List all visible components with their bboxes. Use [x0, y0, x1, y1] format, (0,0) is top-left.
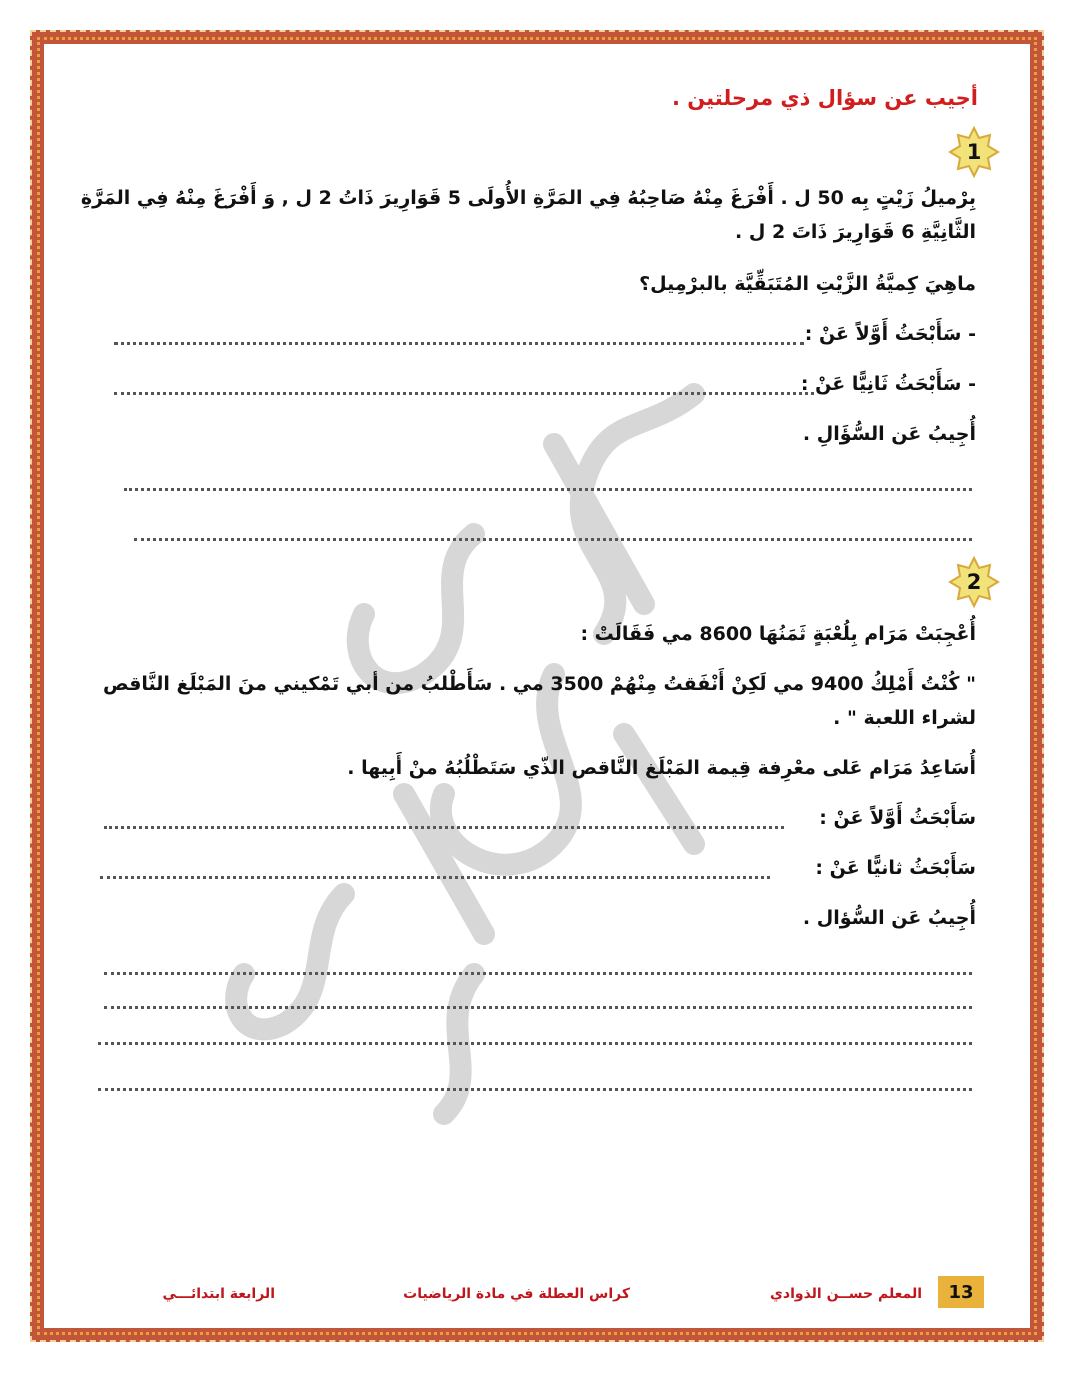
problem-2-answer-line-4[interactable]: [98, 1088, 972, 1091]
problem-1-step-2-answer-line[interactable]: [114, 392, 814, 395]
problem-1-step-2-label: - سَأَبْحَثُ ثَانِيًّا عَنْ :: [800, 373, 976, 395]
problem-2-intro: أُعْجِبَتْ مَرَام بِلُعْبَةٍ ثَمَنُهَا 8600 مي فَقَالَتْ :: [580, 623, 976, 645]
problem-2-answer-label: أُجِيبُ عَن السُّؤال .: [802, 907, 976, 929]
problem-1-question: ماهِيَ كِميَّةُ الزَّيْتِ المُتَبَقِّيَّة بالبرْمِيل؟: [639, 273, 976, 295]
footer-grade-level: الرابعة ابتدائـــي: [162, 1286, 275, 1302]
problem-2-answer-line-2[interactable]: [104, 1006, 972, 1009]
problem-2-quote-line-2: لشراء اللعبة " .: [833, 707, 976, 729]
problem-2-task: أُسَاعِدُ مَرَام عَلى معْرِفة قِيمة المَبْلَغ النَّاقص الذّي سَتَطْلُبُهُ منْ أَبِيها .: [347, 757, 976, 779]
problem-2-number: 2: [966, 570, 982, 594]
problem-2-answer-line-1[interactable]: [104, 972, 972, 975]
problem-1-answer-label: أُجِيبُ عَن السُّؤَالِ .: [802, 423, 976, 445]
problem-1-step-1-answer-line[interactable]: [114, 342, 804, 345]
problem-1-text-line-1: بِرْميلُ زَيْتٍ بِه 50 ل . أَفْرَغَ مِنْهُ صَاحِبُهُ فِي المَرَّةِ الأُولَى 5 قَوَارِيرَ ذَاتُ 2 ل , وَ أَفْرَغَ مِنْهُ فِي المَرَّةِ: [80, 187, 976, 209]
problem-1-answer-line-2[interactable]: [134, 538, 972, 541]
problem-2-step-2-label: سَأَبْحَثُ ثانيًّا عَنْ :: [815, 857, 976, 879]
problem-2-answer-line-3[interactable]: [98, 1042, 972, 1045]
page-number: 13: [938, 1276, 984, 1308]
problem-2-quote-line-1: " كُنْتُ أَمْلِكُ 9400 مي لَكِنْ أَنْفَقتُ مِنْهُمْ 3500 مي . سَأَطْلبُ من أبي تَمْكيني منَ المَبْلَغ النَّاقص: [103, 673, 976, 695]
problem-1-star-badge: [948, 126, 1000, 178]
problem-2-step-1-answer-line[interactable]: [104, 826, 784, 829]
worksheet-page: [44, 44, 1030, 1328]
problem-2-star-badge: [948, 556, 1000, 608]
problem-2-step-1-label: سَأَبْحَثُ أَوَّلاً عَنْ :: [819, 807, 976, 829]
footer-teacher-name: المعلم حســن الذوادي: [770, 1286, 922, 1302]
problem-1-text-line-2: الثَّانِيَّةِ 6 قَوَارِيرَ ذَاتَ 2 ل .: [735, 221, 976, 243]
problem-1-number: 1: [966, 140, 982, 164]
footer-booklet-title: كراس العطلة في مادة الرياضيات: [403, 1286, 630, 1302]
problem-1-step-1-label: - سَأَبْحَثُ أَوَّلاً عَنْ :: [804, 323, 976, 345]
problem-1-answer-line-1[interactable]: [124, 488, 972, 491]
section-heading: أجيب عن سؤال ذي مرحلتين .: [672, 86, 978, 110]
problem-2-step-2-answer-line[interactable]: [100, 876, 770, 879]
